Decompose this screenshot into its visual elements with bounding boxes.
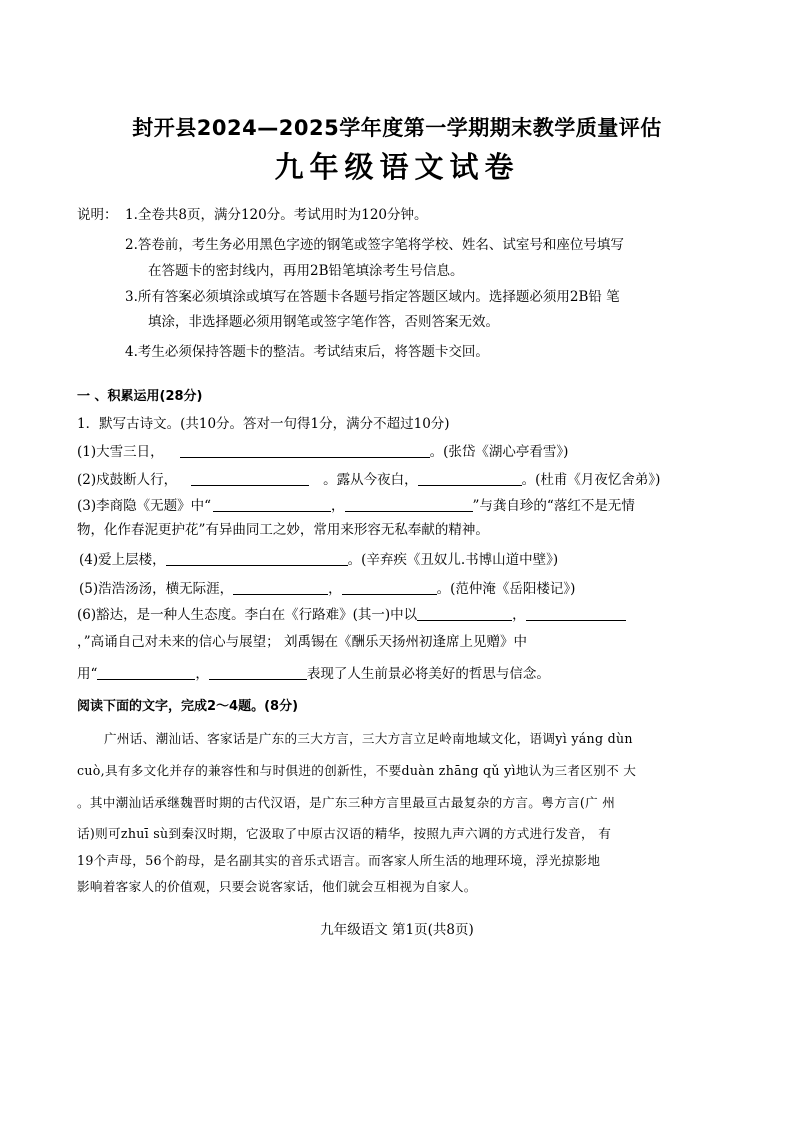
q1-4-text: (4)爱上层楼， bbox=[79, 552, 166, 568]
q1-5-source: 。(范仲淹《岳阳楼记》) bbox=[436, 581, 576, 597]
page-footer: 九年级语文 第1页(共8页) bbox=[320, 922, 474, 938]
q1-6-use: 用“ bbox=[77, 666, 98, 682]
q1-6-comma: ， bbox=[512, 607, 526, 623]
q1-4-source: 。(辛弃疾《丑奴儿.书博山道中壁》) bbox=[347, 552, 559, 568]
reading-heading: 阅读下面的文字，完成2～4题。(8分) bbox=[77, 699, 299, 714]
question-1-1 bbox=[77, 440, 568, 460]
instruction-2: 2.答卷前，考生务必用黑色字迹的钢笔或签字笔将学校、姓名、试室号和座位号填写 bbox=[125, 237, 624, 253]
q1-2-text: (2)戍鼓断人行， bbox=[77, 472, 178, 488]
reading-line-2: cuò,具有多文化并存的兼容性和与时俱进的创新性，不要duàn zhāng qǔ yì地认为三者区别不 大 bbox=[77, 763, 637, 778]
question-1-6 bbox=[77, 603, 626, 623]
reading-line-5: 19个声母，56个韵母，是名副其实的音乐式语言。而客家人所生活的地理环境，浮光掠影地 bbox=[77, 853, 601, 868]
exam-title: 封开县2024—2025学年度第一学期期末教学质量评估 bbox=[132, 116, 662, 140]
answer-blank[interactable] bbox=[191, 471, 309, 486]
q1-3-text: (3)李商隐《无题》中“ bbox=[77, 498, 212, 514]
reading-line-6: 影响着客家人的价值观，只要会说客家话，他们就会互相视为自家人。 bbox=[77, 879, 477, 894]
q1-1-text: (1)大雪三日， bbox=[77, 444, 164, 460]
answer-blank[interactable] bbox=[213, 497, 331, 512]
question-1-3-cont: 物，化作春泥更护花”有异曲同工之妙，常用来形容无私奉献的精神。 bbox=[77, 522, 489, 538]
answer-blank[interactable] bbox=[233, 580, 328, 595]
exam-subtitle: 九年级语文试卷 bbox=[274, 150, 520, 184]
instructions-label: 说明： bbox=[77, 207, 118, 223]
q1-5-text: (5)浩浩汤汤，横无际涯， bbox=[79, 581, 234, 597]
question-1-6-cont: ，”高诵自己对未来的信心与展望； 刘禹锡在《酬乐天扬州初逢席上见赠》中 bbox=[77, 634, 527, 650]
answer-blank[interactable] bbox=[180, 443, 430, 458]
question-1-6-end bbox=[77, 662, 550, 682]
q1-3-comma: ， bbox=[331, 498, 345, 514]
instruction-4: 4.考生必须保持答题卡的整洁。考试结束后，将答题卡交回。 bbox=[125, 344, 489, 360]
q1-2-mid: 。露从今夜白， bbox=[323, 472, 418, 488]
q1-2-source: 。(杜甫《月夜忆舍弟》) bbox=[521, 472, 661, 488]
instruction-1: 1.全卷共8页，满分120分。考试用时为120分钟。 bbox=[125, 207, 428, 223]
question-1: 1．默写古诗文。(共10分。答对一句得1分，满分不超过10分) bbox=[77, 416, 450, 432]
answer-blank[interactable] bbox=[209, 665, 307, 680]
section-heading: 一 、积累运用(28分) bbox=[77, 389, 203, 404]
q1-6-text: (6)豁达，是一种人生态度。李白在《行路难》(其一)中以 bbox=[77, 607, 418, 623]
answer-blank[interactable] bbox=[345, 497, 473, 512]
answer-blank[interactable] bbox=[166, 551, 348, 566]
reading-line-4: 话)则可zhuī sù到秦汉时期，它汲取了中原古汉语的精华，按照九声六调的方式进行发音， 有 bbox=[77, 826, 612, 841]
reading-line-1: 广州话、潮汕话、客家话是广东的三大方言，三大方言立足岭南地域文化，语调yì yáng dùn bbox=[104, 731, 633, 746]
answer-blank[interactable] bbox=[526, 606, 626, 621]
q1-3-rest: ”与龚自珍的“落红不是无情 bbox=[472, 498, 635, 514]
q1-6-comma2: ， bbox=[195, 666, 209, 682]
question-1-4 bbox=[79, 548, 558, 568]
q1-1-source: 。(张岱《湖心亭看雪》) bbox=[429, 444, 569, 460]
reading-line-3: 。其中潮汕话承继魏晋时期的古代汉语，是广东三种方言里最亘古最复杂的方言。粤方言(广 州 bbox=[77, 795, 616, 810]
instruction-3-cont: 填涂，非选择题必须用钢笔或签字笔作答，否则答案无效。 bbox=[148, 314, 499, 330]
answer-blank[interactable] bbox=[342, 580, 437, 595]
question-1-5 bbox=[79, 577, 575, 597]
answer-blank[interactable] bbox=[417, 606, 512, 621]
instruction-3: 3.所有答案必须填涂或填写在答题卡各题号指定答题区域内。选择题必须用2B铅 笔 bbox=[125, 289, 620, 305]
answer-blank[interactable] bbox=[97, 665, 195, 680]
question-1-2 bbox=[77, 468, 660, 488]
answer-blank[interactable] bbox=[418, 471, 522, 486]
question-1-3 bbox=[77, 494, 635, 514]
instruction-2-cont: 在答题卡的密封线内，再用2B铅笔填涂考生号信息。 bbox=[148, 263, 464, 279]
q1-5-comma: ， bbox=[328, 581, 342, 597]
q1-6-tail: 表现了人生前景必将美好的哲思与信念。 bbox=[306, 666, 550, 682]
